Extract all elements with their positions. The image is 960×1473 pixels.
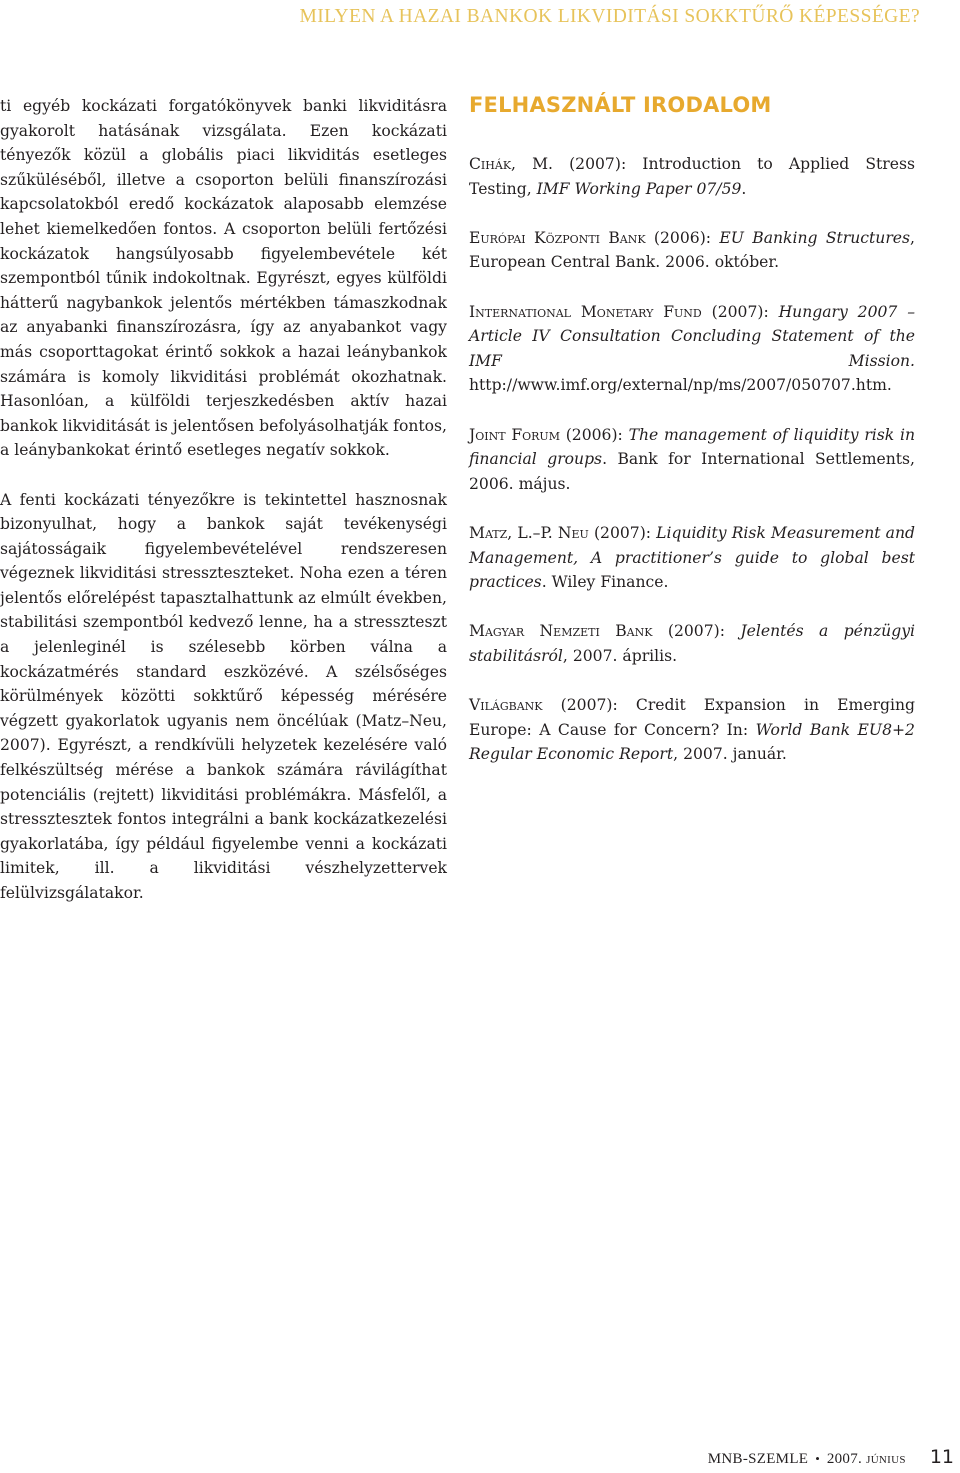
reference-item — [469, 226, 915, 275]
reference-author: Matz, L.–P. Neu — [469, 523, 589, 542]
reference-details: (2007): — [701, 302, 779, 321]
reference-item — [469, 152, 915, 201]
reference-author: Magyar Nemzeti Bank — [469, 622, 653, 641]
footer-separator: • — [815, 1451, 820, 1466]
reference-details: (2007): Credit Expansion in Emerging Europe: A Cause for Concern? In: — [469, 696, 915, 739]
references-section — [469, 92, 915, 791]
reference-item — [469, 423, 915, 497]
reference-author: Világbank — [469, 696, 543, 715]
page-number: 11 — [929, 1446, 954, 1468]
reference-author: Joint Forum — [469, 425, 560, 444]
reference-title: Jelentés a pénzügyi stabilitásról — [469, 622, 915, 665]
reference-author: Európai Központi Bank — [469, 228, 646, 247]
reference-item — [469, 521, 915, 595]
references-heading: FELHASZNÁLT IRODALOM — [469, 93, 772, 117]
body-paragraph: A fenti kockázati tényezőkre is tekintettel hasznosnak bizonyulhat, hogy a bankok saját tevékenységi sajátosságaik figyelembevételével rendszeresen végeznek likviditási stresszteszteket. Noha ezen a téren jelentős előrelépést tapasztalhattunk az elmúlt években, stabilitási szempontból kedvező lenne, ha a stresszteszt a jelenleginél is szélesebb körben válna a kockázatmérés standard eszközévé. A szélsőséges körülmények közötti sokktűrő képesség mérésére végzett gyakorlatok ugyanis nem öncélúak (Matz–Neu, 2007). Egyrészt, a rendkívüli helyzetek kezelésére való felkészültség mérése a bankok számára rávilágíthat potenciális (rejtett) likviditási problémákra. Másfelől, a stressztesztek fontos integrálni a bank kockázatkezelési gyakorlatába, így például figyelembe venni a kockázati limitek, ill. a likviditási vészhelyzettervek felülvizsgálatakor. — [0, 490, 447, 902]
reference-title: Liquidity Risk Measurement and Management, A practitioner’s guide to global best practices — [469, 523, 915, 592]
reference-details: , European Central Bank. 2006. október. — [469, 228, 915, 272]
reference-title: Hungary 2007 – Article IV Consultation Concluding Statement of the IMF Mission. — [469, 302, 915, 370]
reference-details: http://www.imf.org/external/np/ms/2007/050707.htm. — [469, 376, 892, 395]
footer-journal-name: MNB-SZEMLE — [707, 1451, 809, 1467]
footer-issue-date: 2007. június — [826, 1451, 906, 1467]
body-text-column — [0, 94, 447, 906]
reference-details: , 2007. április. — [562, 646, 678, 665]
reference-item — [469, 300, 915, 398]
reference-details: (2007): — [588, 523, 657, 542]
reference-item — [469, 619, 915, 668]
page-footer — [708, 1446, 954, 1468]
reference-details: (2007): — [652, 622, 741, 641]
body-paragraph: ti egyéb kockázati forgatókönyvek banki likviditásra gyakorolt hatásának vizsgálata. Ezen kockázati tényezők közül a globális piaci likviditás esetleges szűküléséből, illetve a csoporton belüli finanszírozási kapcsolatokból eredő kockázatok alaposabb elemzése lehet kiemelkedően fontos. A csoporton belüli fertőzési kockázatok hangsúlyosabb figyelembevétele két szempontból tűnik indokoltnak. Egyrészt, egyes külföldi hátterű nagybankok jelentős mértékben támaszkodnak az anyabanki finanszírozásra, így az anyabankot vagy más csoporttagokat érintő sokkok a hazai leánybankok számára is komoly likviditási problémát okozhatnak. Hasonlóan, a külföldi terjeszkedésben aktív hazai bankok likviditását is jelentősen befolyásolhatják fontos, a leánybankokat érintő esetleges negatív sokkok. — [0, 97, 447, 460]
reference-details: , 2007. január. — [673, 745, 787, 764]
reference-item — [469, 693, 915, 767]
reference-details: . Bank for International Settlements, 2006. május. — [469, 450, 915, 493]
reference-author: International Monetary Fund — [469, 302, 702, 321]
running-head: MILYEN A HAZAI BANKOK LIKVIDITÁSI SOKKTŰRŐ KÉPESSÉGE? — [299, 6, 920, 27]
reference-details: . Wiley Finance. — [541, 573, 669, 592]
reference-title: World Bank EU8+2 Regular Economic Report — [469, 720, 915, 764]
reference-details: , M. (2007): Introduction to Applied Stress Testing, — [469, 155, 915, 198]
reference-details: (2006): — [559, 425, 629, 444]
reference-title: The management of liquidity risk in financial groups — [469, 425, 915, 469]
reference-title: EU Banking Structures — [719, 228, 911, 247]
reference-details: . — [741, 179, 747, 198]
reference-title: IMF Working Paper 07/59 — [536, 179, 742, 198]
reference-details: (2006): — [645, 228, 720, 247]
reference-author: Cihák — [469, 155, 512, 173]
